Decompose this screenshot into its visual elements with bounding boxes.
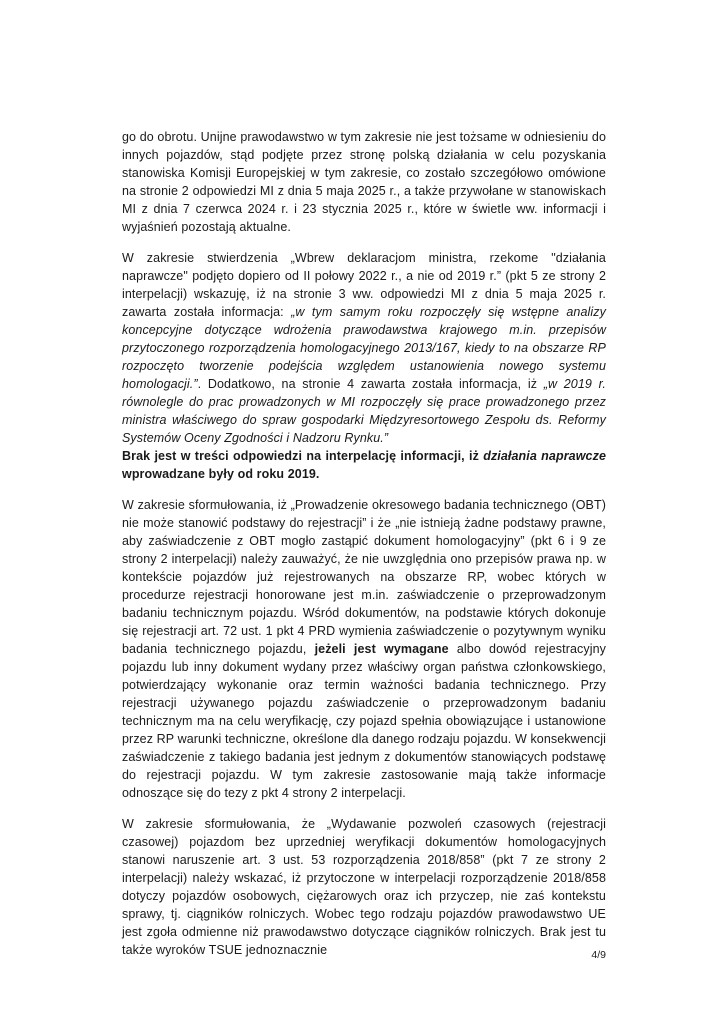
paragraph: [122, 815, 606, 959]
quoted-italic-run: „w tym samym roku rozpoczęły się wstępne analizy koncepcyjne dotyczące wdrożenia prawodawstwa krajowego m.in. przepisów przytoczonego rozporządzenia homologacyjnego 2013/167, kiedy to na obszarze RP rozpoczęto tworzenie podejścia względem ustanowienia nowego systemu homologacji.”: [122, 305, 606, 391]
page-footer: [591, 949, 606, 961]
bold-run: wprowadzane były od roku 2019.: [122, 467, 320, 481]
text-run: W zakresie sformułowania, iż „Prowadzenie okresowego badania technicznego (OBT) nie może stanowić podstawy do rejestracji” i że „nie istnieją żadne podstawy prawne, aby zaświadczenie z OBT mogło zastąpić dokument homologacyjny” (pkt 6 i 9 ze strony 2 interpelacji) należy zauważyć, że nie uwzględnia ono przepisów prawa np. w kontekście pojazdów już rejestrowanych na obszarze RP, wobec których w procedurze rejestracji honorowane jest m.in. zaświadczenie o przeprowadzonym badaniu technicznym pojazdu. Wśród dokumentów, na podstawie których dokonuje się rejestracji art. 72 ust. 1 pkt 4 PRD wymienia zaświadczenie o pozytywnym wyniku badania technicznego pojazdu,: [122, 498, 606, 656]
text-run: albo dowód rejestracyjny pojazdu lub inny dokument wydany przez właściwy organ państwa członkowskiego, potwierdzający wykonanie oraz termin ważności badania technicznego. Przy rejestracji używanego pojazdu zaświadczenie o przeprowadzonym badaniu technicznym ma na celu weryfikację, czy pojazd spełnia obowiązujące i ustanowione przez RP warunki techniczne, określone dla danego rodzaju pojazdu. W konsekwencji zaświadczenie z takiego badania jest jednym z dokumentów stanowiących podstawę do rejestracji pojazdu. W tym zakresie zastosowanie mają także informacje odnoszące się do tezy z pkt 4 strony 2 interpelacji.: [122, 642, 606, 800]
text-run: . Dodatkowo, na stronie 4 zawarta została informacja, iż: [197, 377, 544, 391]
bold-run: jeżeli jest wymagane: [314, 642, 449, 656]
document-body: [122, 128, 606, 972]
page-number: 4/9: [591, 949, 606, 961]
paragraph: [122, 249, 606, 483]
bold-italic-run: działania naprawcze: [483, 449, 606, 463]
paragraph: [122, 496, 606, 802]
paragraph: [122, 128, 606, 236]
text-run: W zakresie stwierdzenia „Wbrew deklaracjom ministra, rzekome "działania naprawcze" podjęto dopiero od II połowy 2022 r., a nie od 2019 r.” (pkt 5 ze strony 2 interpelacji) wskazuję, iż na stronie 3 ww. odpowiedzi MI z dnia 5 maja 2025 r. zawarta została informacja:: [122, 251, 606, 319]
bold-statement-line: [122, 447, 606, 483]
text-run: W zakresie sformułowania, że „Wydawanie pozwoleń czasowych (rejestracji czasowej) pojazdom bez uprzedniej weryfikacji dokumentów homologacyjnych stanowi naruszenie art. 3 ust. 53 rozporządzenia 2018/858” (pkt 7 ze strony 2 interpelacji) należy wskazać, iż przytoczone w interpelacji rozporządzenie 2018/858 dotyczy pojazdów osobowych, ciężarowych oraz ich przyczep, nie zaś kontekstu sprawy, tj. ciągników rolniczych. Wobec tego rodzaju pojazdów prawodawstwo UE jest zgoła odmienne niż prawodawstwo dotyczące ciągników rolniczych. Brak jest tu także wyroków TSUE jednoznacznie: [122, 817, 606, 957]
quoted-italic-run: „w 2019 r. równolegle do prac prowadzonych w MI rozpoczęły się prace prowadzonego przez ministra właściwego do spraw gospodarki Międzyresortowego Zespołu ds. Reformy Systemów Oceny Zgodności i Nadzoru Rynku.”: [122, 377, 606, 445]
text-run: go do obrotu. Unijne prawodawstwo w tym zakresie nie jest tożsame w odniesieniu do innych pojazdów, stąd podjęte przez stronę polską działania w celu pozyskania stanowiska Komisji Europejskiej w tym zakresie, co zostało szczegółowo omówione na stronie 2 odpowiedzi MI z dnia 5 maja 2025 r., a także przywołane w stanowiskach MI z dnia 7 czerwca 2024 r. i 23 stycznia 2025 r., które w świetle ww. informacji i wyjaśnień pozostają aktualne.: [122, 130, 606, 234]
bold-run: Brak jest w treści odpowiedzi na interpelację informacji, iż: [122, 449, 484, 463]
